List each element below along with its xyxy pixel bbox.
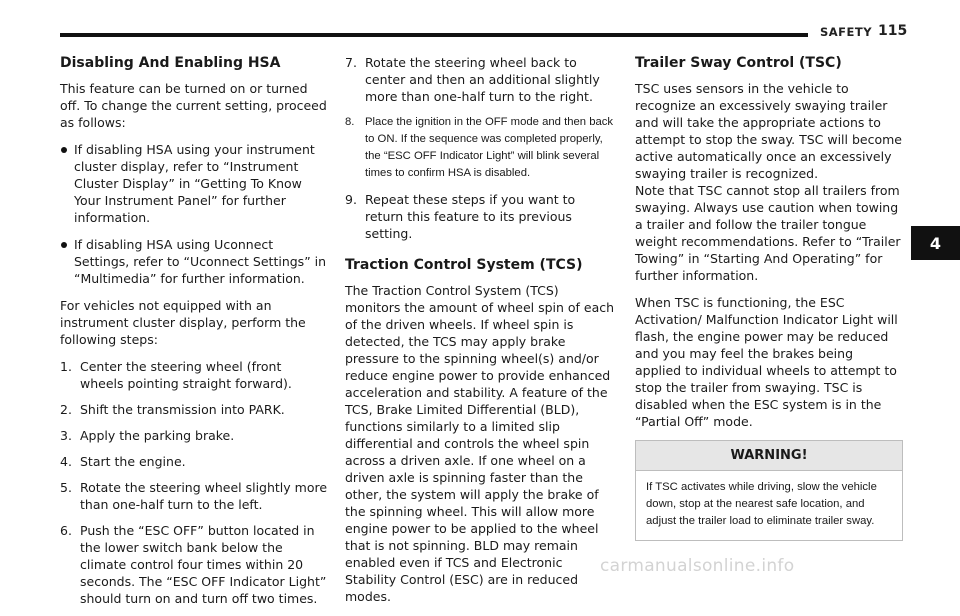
step-number: 8. bbox=[345, 116, 355, 128]
tcs-paragraph: The Traction Control System (TCS) monitors the amount of wheel spin of each of the driven wheels. If wheel spin is detected, the TCS may apply brake pressure to the spinning wheel(s) and/or reduce engine power to provide enhanced acceleration and stability. A feature of the TCS, Brake Limited Differential (BLD), functions similarly to a limited slip differential and controls the wheel spin across a driven axle. If one wheel on a driven axle is spinning faster than the other, the system will apply the brake of the spinning wheel. This will allow more engine power to be applied to the wheel that is not spinning. BLD may remain enabled even if TCS and Electronic Stability Control (ESC) are in reduced modes. bbox=[345, 283, 615, 604]
step-text: Start the engine. bbox=[80, 454, 186, 469]
bullet-item bbox=[60, 141, 328, 226]
step-item bbox=[60, 358, 328, 392]
section-title: SAFETY bbox=[820, 25, 873, 39]
step-item bbox=[60, 401, 328, 418]
step-text: Center the steering wheel (front wheels pointing straight forward). bbox=[80, 359, 292, 391]
bullet-item bbox=[60, 236, 328, 287]
bullet-list bbox=[60, 141, 328, 287]
step-text: Shift the transmission into PARK. bbox=[80, 402, 285, 417]
step-number: 1. bbox=[60, 359, 72, 374]
step-item bbox=[60, 427, 328, 444]
step-item bbox=[60, 479, 328, 513]
step-text: Place the ignition in the OFF mode and then back to ON. If the sequence was completed properly, the “ESC OFF Indicator Light” will blink several times to confirm HSA is disabled. bbox=[365, 116, 614, 179]
step-number: 5. bbox=[60, 480, 72, 495]
step-item bbox=[345, 191, 615, 242]
column-3 bbox=[635, 54, 903, 541]
step-item bbox=[60, 453, 328, 470]
step-number: 6. bbox=[60, 523, 72, 538]
column-2 bbox=[345, 54, 615, 615]
chapter-tab: 4 bbox=[911, 226, 960, 260]
step-text: Rotate the steering wheel back to center and then an additional slightly more than one-half turn to the right. bbox=[365, 55, 600, 104]
step-number: 3. bbox=[60, 428, 72, 443]
steps-intro: For vehicles not equipped with an instrument cluster display, perform the following steps: bbox=[60, 298, 306, 347]
step-number: 7. bbox=[345, 55, 357, 70]
step-number: 2. bbox=[60, 402, 72, 417]
bullet-text: If disabling HSA using your instrument cluster display, refer to “Instrument Cluster Display” in “Getting To Know Your Instrument Panel” for further information. bbox=[74, 142, 315, 225]
tsc-paragraph-2: When TSC is functioning, the ESC Activation/ Malfunction Indicator Light will flash, the engine power may be reduced and you may feel the brakes being applied to individual wheels to attempt to stop the trailer from swaying. TSC is disabled when the ESC system is in the “Partial Off” mode. bbox=[635, 295, 898, 429]
tsc-paragraph-1: TSC uses sensors in the vehicle to recognize an excessively swaying trailer and will take the appropriate actions to attempt to stop the sway. TSC will become active automatically once an excessively swaying trailer is recognized. bbox=[635, 81, 902, 181]
step-text: Rotate the steering wheel slightly more than one-half turn to the left. bbox=[80, 480, 328, 512]
bullet-icon bbox=[61, 242, 67, 248]
step-item bbox=[60, 522, 328, 607]
step-number: 9. bbox=[345, 192, 357, 207]
step-item bbox=[345, 54, 615, 105]
header-rule bbox=[60, 33, 808, 37]
step-text: Repeat these steps if you want to return this feature to its previous setting. bbox=[365, 192, 576, 241]
intro-paragraph: This feature can be turned on or turned off. To change the current setting, proceed as follows: bbox=[60, 81, 327, 130]
heading-tcs: Traction Control System (TCS) bbox=[345, 257, 583, 273]
step-text: Apply the parking brake. bbox=[80, 428, 235, 443]
step-number: 4. bbox=[60, 454, 72, 469]
heading-tsc: Trailer Sway Control (TSC) bbox=[635, 55, 842, 71]
watermark: carmanualsonline.info bbox=[600, 556, 795, 576]
heading-hsa: Disabling And Enabling HSA bbox=[60, 55, 281, 71]
warning-box bbox=[635, 440, 903, 541]
tsc-paragraph-1b: Note that TSC cannot stop all trailers from swaying. Always use caution when towing a trailer and follow the trailer tongue weight recommendations. Refer to “Trailer Towing” in “Starting And Operating” for further information. bbox=[635, 183, 901, 283]
column-1 bbox=[60, 54, 328, 616]
warning-title: WARNING! bbox=[636, 441, 902, 471]
bullet-icon bbox=[61, 147, 67, 153]
bullet-text: If disabling HSA using Uconnect Settings, refer to “Uconnect Settings” in “Multimedia” for further information. bbox=[74, 237, 327, 286]
page-number: 115 bbox=[878, 23, 908, 39]
step-text: Push the “ESC OFF” button located in the lower switch bank below the climate control four times within 20 seconds. The “ESC OFF Indicator Light” should turn on and turn off two times. bbox=[80, 523, 327, 606]
step-item bbox=[345, 114, 615, 182]
warning-text: If TSC activates while driving, slow the vehicle down, stop at the nearest safe location, and adjust the trailer load to eliminate trailer sway. bbox=[646, 481, 877, 527]
